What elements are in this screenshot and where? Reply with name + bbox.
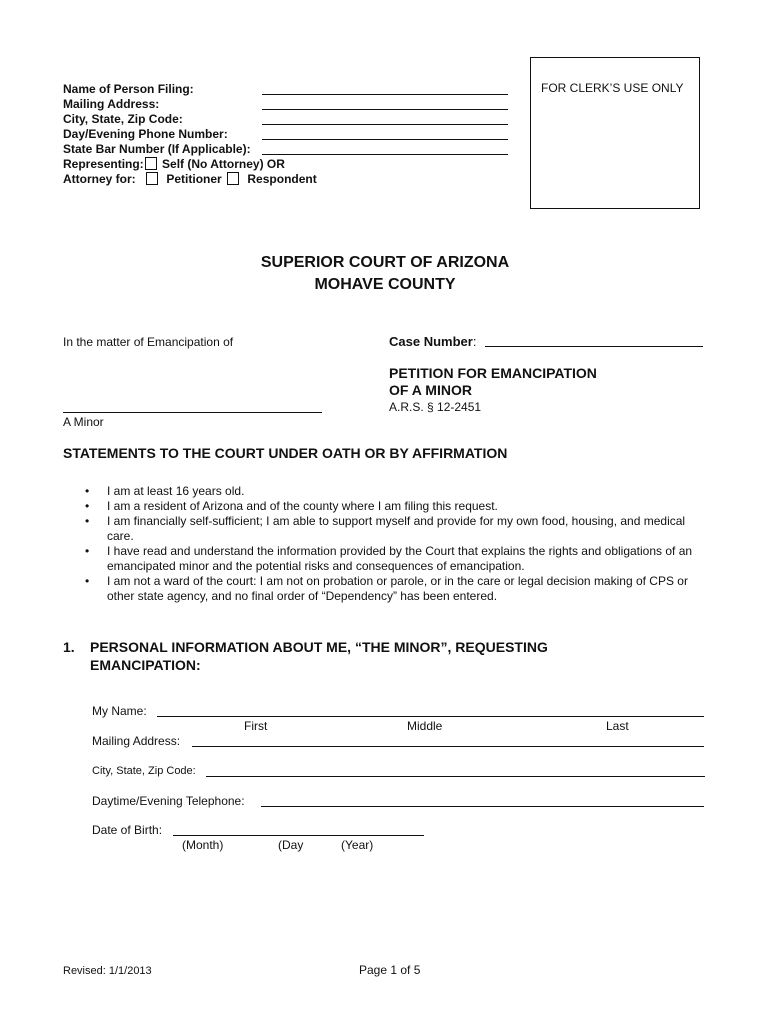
clerk-use-box: [530, 57, 700, 209]
filer-bar-line[interactable]: [262, 154, 508, 155]
case-number-label-wrap: [389, 334, 476, 349]
petition-title-line2: OF A MINOR: [389, 382, 472, 398]
statute-reference: A.R.S. § 12-2451: [389, 400, 482, 414]
revised-date: Revised: 1/1/2013: [63, 965, 152, 977]
list-item: • I am not a ward of the court: I am not on probation or parole, or in the care or legal decision making of CPS or other state agency, and no final order of “Dependency” has been entered.: [85, 574, 715, 604]
self-label: Self (No Attorney) OR: [162, 157, 285, 171]
filer-phone-label: Day/Evening Phone Number:: [63, 127, 228, 141]
list-item: • I have read and understand the information provided by the Court that explains the rights and obligations of an emancipated minor and the potential risks and consequences of emancipation.: [85, 544, 715, 574]
case-number-line[interactable]: [485, 346, 703, 347]
city-state-zip-line[interactable]: [206, 776, 705, 777]
filer-name-label: Name of Person Filing:: [63, 82, 194, 96]
representing-label: Representing:: [63, 157, 144, 171]
my-name-label: My Name:: [92, 704, 147, 718]
mailing-address-line[interactable]: [192, 746, 704, 747]
attorney-for-label: Attorney for:: [63, 172, 136, 186]
dob-month-caption: (Month): [182, 838, 224, 852]
case-number-label: Case Number: [389, 334, 473, 349]
filer-city-line[interactable]: [262, 124, 508, 125]
dob-line[interactable]: [173, 835, 424, 836]
court-name: SUPERIOR COURT OF ARIZONA: [260, 254, 510, 271]
petitioner-label: Petitioner: [166, 172, 222, 186]
dob-year-caption: (Year): [341, 838, 374, 852]
statements-heading: STATEMENTS TO THE COURT UNDER OATH OR BY AFFIRMATION: [63, 445, 508, 461]
filer-bar-label: State Bar Number (If Applicable):: [63, 142, 251, 156]
filer-phone-line[interactable]: [262, 139, 508, 140]
dob-day-caption: (Day: [278, 838, 304, 852]
respondent-checkbox[interactable]: [227, 172, 239, 185]
section1-title-line1: PERSONAL INFORMATION ABOUT ME, “THE MINOR”, REQUESTING: [90, 639, 548, 655]
my-name-line[interactable]: [157, 716, 704, 717]
mailing-address-label: Mailing Address:: [92, 734, 181, 748]
petitioner-checkbox[interactable]: [146, 172, 158, 185]
matter-label: In the matter of Emancipation of: [63, 335, 234, 349]
statements-list: [85, 484, 715, 604]
first-name-caption: First: [244, 719, 268, 733]
telephone-label: Daytime/Evening Telephone:: [92, 794, 245, 808]
minor-label: A Minor: [63, 415, 104, 429]
middle-name-caption: Middle: [407, 719, 443, 733]
attorney-for-row: [63, 172, 317, 187]
page-number: Page 1 of 5: [359, 963, 421, 977]
list-item: • I am at least 16 years old.: [85, 484, 715, 499]
section1-number: 1.: [63, 639, 75, 655]
last-name-caption: Last: [606, 719, 629, 733]
clerk-use-label: FOR CLERK’S USE ONLY: [541, 81, 684, 95]
telephone-line[interactable]: [261, 806, 704, 807]
dob-label: Date of Birth:: [92, 823, 163, 837]
minor-name-line[interactable]: [63, 412, 322, 413]
list-item: • I am financially self-sufficient; I am able to support myself and provide for my own food, housing, and medical care.: [85, 514, 715, 544]
case-number-colon: :: [472, 334, 477, 349]
self-checkbox[interactable]: [145, 157, 157, 170]
petition-title-line1: PETITION FOR EMANCIPATION: [389, 365, 597, 381]
list-item: • I am a resident of Arizona and of the county where I am filing this request.: [85, 499, 715, 514]
representing-row: [63, 157, 285, 172]
filer-name-line[interactable]: [262, 94, 508, 95]
filer-address-line[interactable]: [262, 109, 508, 110]
city-state-zip-label: City, State, Zip Code:: [92, 765, 196, 777]
filer-city-label: City, State, Zip Code:: [63, 112, 183, 126]
respondent-label: Respondent: [247, 172, 317, 186]
county-name: MOHAVE COUNTY: [314, 276, 456, 293]
filer-address-label: Mailing Address:: [63, 97, 160, 111]
section1-title-line2: EMANCIPATION:: [90, 657, 201, 673]
